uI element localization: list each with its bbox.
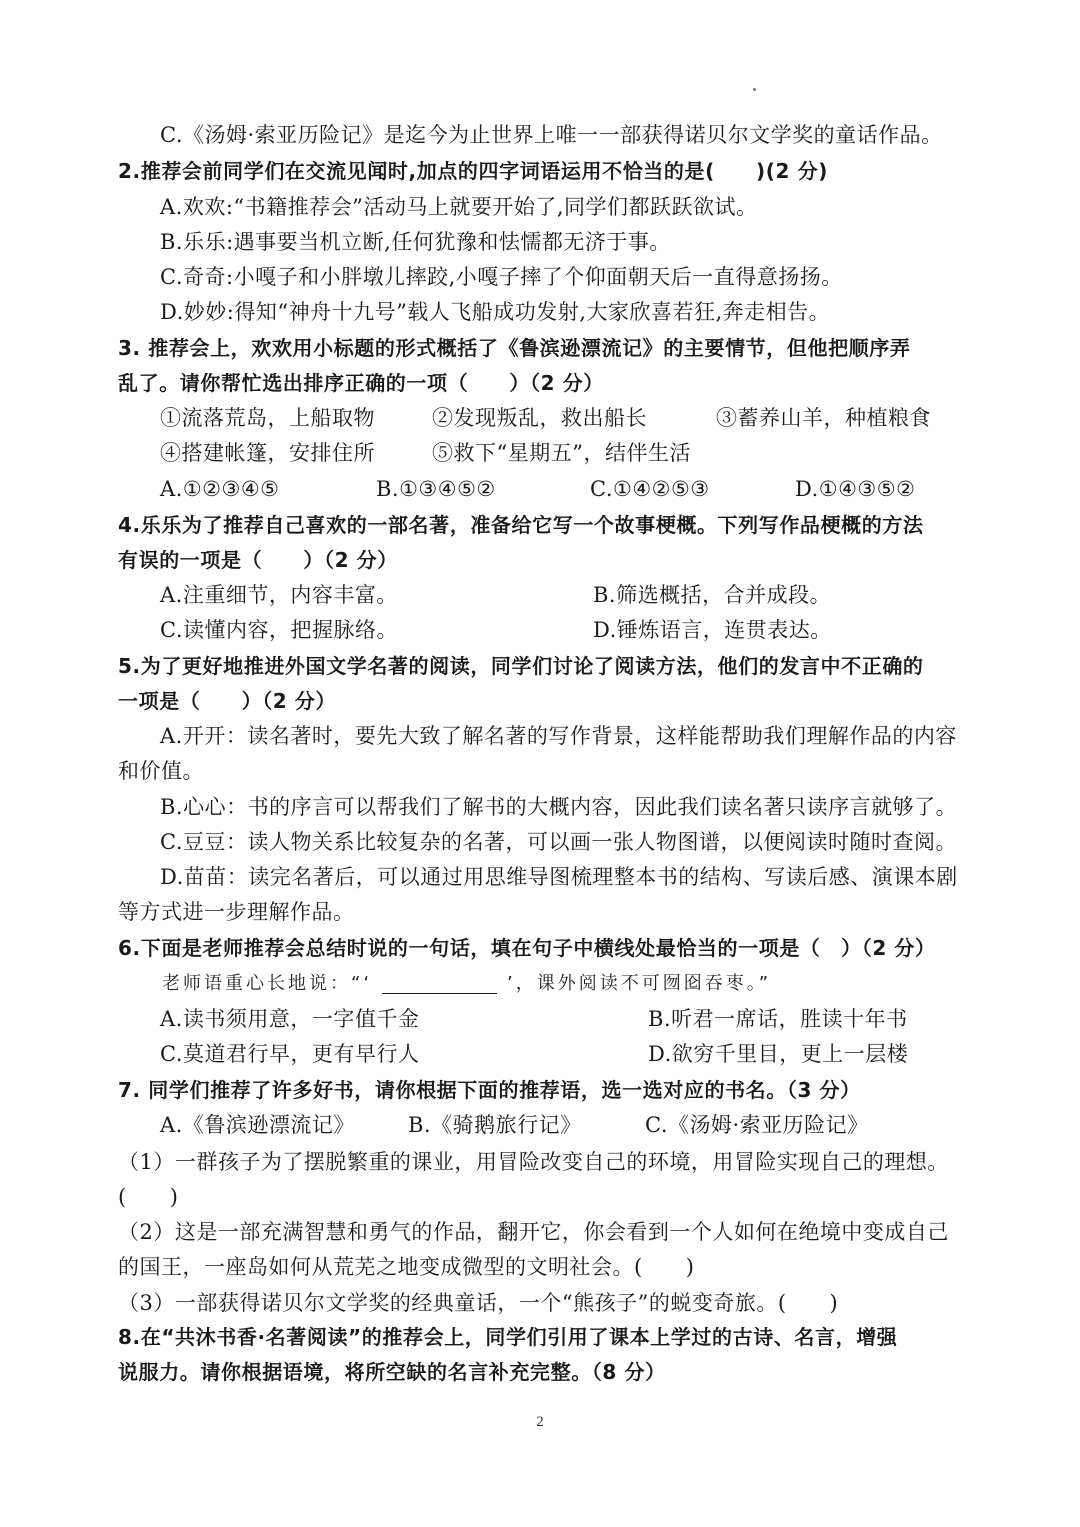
q5-option-d-line1: D.苗苗：读完名著后，可以通过用思维导图梳理整本书的结构、写读后感、演课本剧 <box>160 865 958 889</box>
q6-option-a: A.读书须用意，一字值千金 <box>160 1007 420 1031</box>
question-3-line2: 乱了。请你帮忙选出排序正确的一项（ ）（2 分） <box>118 371 604 395</box>
q3-item-2: ②发现叛乱，救出船长 <box>432 406 647 430</box>
q7-option-c: C.《汤姆·索亚历险记》 <box>645 1113 869 1137</box>
q4-option-c: C.读懂内容，把握脉络。 <box>160 618 398 642</box>
question-7: 7. 同学们推荐了许多好书，请你根据下面的推荐语，选一选对应的书名。（3 分） <box>118 1078 861 1102</box>
scan-speck <box>753 88 756 91</box>
q3-option-b: B.①③④⑤② <box>376 477 496 501</box>
q3-item-5: ⑤救下“星期五”，结伴生活 <box>432 441 691 465</box>
q3-item-3: ③蓄养山羊，种植粮食 <box>716 406 931 430</box>
q5-option-a-line2: 和价值。 <box>118 759 204 783</box>
page-number: 2 <box>536 1414 544 1430</box>
q3-item-1: ①流落荒岛，上船取物 <box>160 406 375 430</box>
q5-option-c: C.豆豆：读人物关系比较复杂的名著，可以画一张人物图谱，以便阅读时随时查阅。 <box>160 830 957 854</box>
q5-option-a-line1: A.开开：读名著时，要先大致了解名著的写作背景，这样能帮助我们理解作品的内容 <box>160 724 957 748</box>
q5-option-b: B.心心：书的序言可以帮我们了解书的大概内容，因此我们读名著只读序言就够了。 <box>160 795 958 819</box>
q6-option-d: D.欲穷千里目，更上一层楼 <box>648 1042 909 1066</box>
q6-answer-blank[interactable] <box>382 975 497 994</box>
question-8-line1: 8.在“共沐书香·名著阅读”的推荐会上，同学们引用了课本上学过的古诗、名言，增强 <box>118 1325 898 1349</box>
q7-item-1-blank: ( ) <box>118 1185 179 1209</box>
q4-option-b: B.筛选概括，合并成段。 <box>593 583 832 607</box>
q3-option-c: C.①④②⑤③ <box>590 477 710 501</box>
q5-option-d-line2: 等方式进一步理解作品。 <box>118 900 355 924</box>
question-6: 6.下面是老师推荐会总结时说的一句话，填在句子中横线处最恰当的一项是（ ）（2 分） <box>118 936 936 960</box>
question-8-line2: 说服力。请你根据语境，将所空缺的名言补充完整。（8 分） <box>118 1360 666 1384</box>
q6-quote <box>162 969 771 999</box>
q7-option-b: B.《骑鹅旅行记》 <box>408 1113 582 1137</box>
q7-option-a: A.《鲁滨逊漂流记》 <box>160 1113 355 1137</box>
question-5-line2: 一项是（ ）（2 分） <box>118 689 337 713</box>
q4-option-a: A.注重细节，内容丰富。 <box>160 583 398 607</box>
question-5-line1: 5.为了更好地推进外国文学名著的阅读，同学们讨论了阅读方法，他们的发言中不正确的 <box>118 654 924 678</box>
q7-item-3: （3）一部获得诺贝尔文学奖的经典童话，一个“熊孩子”的蜕变奇旅。( ) <box>118 1291 839 1315</box>
q7-item-2-line1: （2）这是一部充满智慧和勇气的作品，翻开它，你会看到一个人如何在绝境中变成自己 <box>118 1220 949 1244</box>
q6-option-b: B.听君一席话，胜读十年书 <box>648 1007 908 1031</box>
q6-quote-end: ’，课外阅读不可囫囵吞枣。” <box>507 973 772 994</box>
q7-item-1: （1）一群孩子为了摆脱繁重的课业，用冒险改变自己的环境，用冒险实现自己的理想。 <box>118 1150 949 1174</box>
q7-item-2-line2: 的国王，一座岛如何从荒芜之地变成微型的文明社会。( ) <box>118 1255 695 1279</box>
q6-option-c: C.莫道君行早，更有早行人 <box>160 1042 420 1066</box>
q1-option-c: C.《汤姆·索亚历险记》是迄今为止世界上唯一一部获得诺贝尔文学奖的童话作品。 <box>160 123 943 147</box>
q4-option-d: D.锤炼语言，连贯表达。 <box>593 618 832 642</box>
question-4-line1: 4.乐乐为了推荐自己喜欢的一部名著，准备给它写一个故事梗概。下列写作品梗概的方法 <box>118 513 924 537</box>
q3-item-4: ④搭建帐篷，安排住所 <box>160 441 375 465</box>
question-4-line2: 有误的一项是（ ）（2 分） <box>118 548 398 572</box>
q3-option-a: A.①②③④⑤ <box>160 477 280 501</box>
question-3-line1: 3. 推荐会上，欢欢用小标题的形式概括了《鲁滨逊漂流记》的主要情节，但他把顺序弄 <box>118 336 911 360</box>
q2-option-a: A.欢欢:“书籍推荐会”活动马上就要开始了,同学们都跃跃欲试。 <box>160 195 758 219</box>
q2-option-b: B.乐乐:遇事要当机立断,任何犹豫和怯懦都无济于事。 <box>160 230 671 254</box>
q2-option-d: D.妙妙:得知“神舟十九号”载人飞船成功发射,大家欣喜若狂,奔走相告。 <box>160 300 831 324</box>
q6-quote-start: 老师语重心长地说：“‘ <box>162 973 373 994</box>
question-2: 2.推荐会前同学们在交流见闻时,加点的四字词语运用不恰当的是( )(2 分) <box>118 159 828 183</box>
q2-option-c: C.奇奇:小嘎子和小胖墩儿摔跤,小嘎子摔了个仰面朝天后一直得意扬扬。 <box>160 265 843 289</box>
q3-option-d: D.①④③⑤② <box>795 477 916 501</box>
